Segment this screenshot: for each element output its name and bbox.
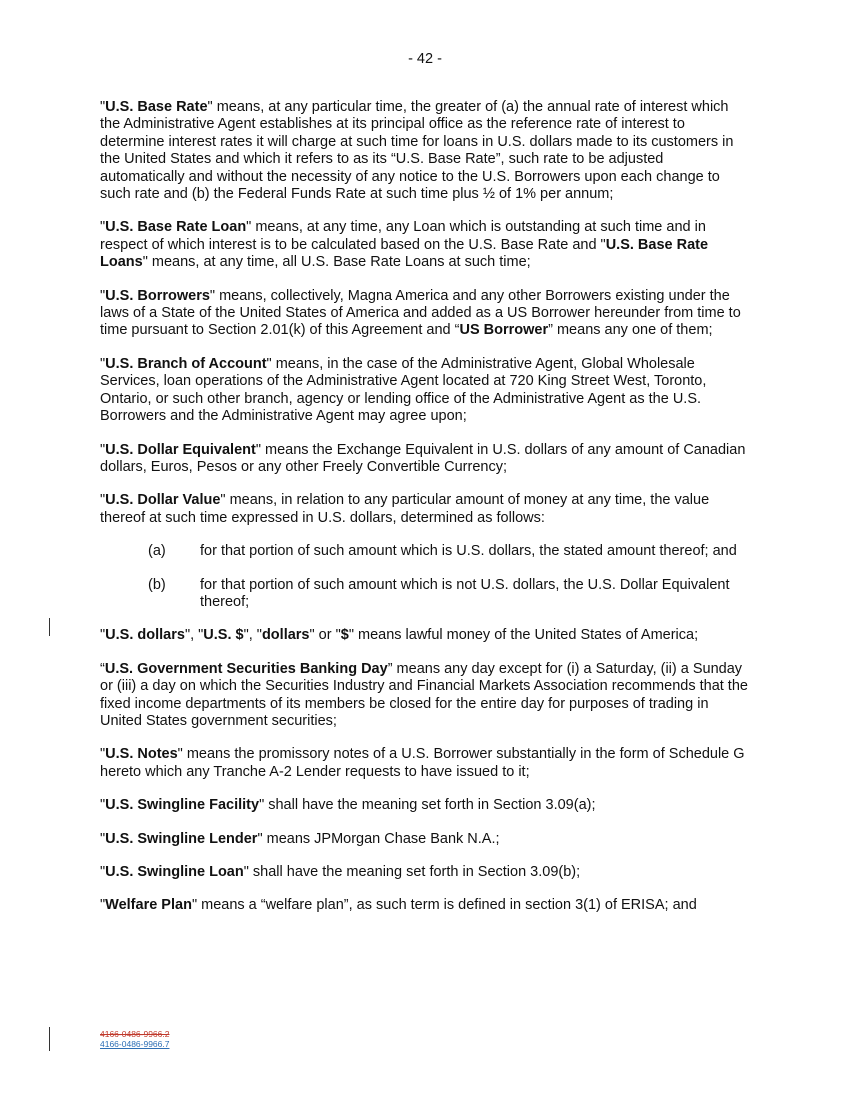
defined-term: U.S. $	[203, 627, 244, 644]
definition-text: ", "	[184, 627, 204, 644]
definition-text: " shall have the meaning set forth in Section 3.09(a);	[259, 797, 596, 814]
definition-us-borrowers	[100, 288, 750, 340]
definition-text: "	[100, 492, 106, 509]
page-number: - 42 -	[408, 51, 442, 67]
defined-term: U.S. Swingline Lender	[105, 830, 258, 847]
definition-text: " means, at any particular time, the greater of (a) the annual rate of interest which the Administrative Agent establishes at its principal office as the reference rate of interest to determine interest rates it will charge at such time for loans in U.S. dollars made to its customers in the United States and which it refers to as its “U.S. Base Rate”, such rate to be adjusted automatically and without the necessity of any notice to the U.S. Borrowers upon each change to such rate and (b) the Federal Funds Rate at such time plus ½ of 1% per annum;	[100, 99, 734, 203]
definition-text: “	[100, 660, 105, 677]
definition-us-dollar-equivalent	[100, 442, 750, 477]
definition-us-dollars	[100, 627, 750, 644]
definition-text: " means JPMorgan Chase Bank N.A.;	[257, 830, 500, 847]
sub-item-text: for that portion of such amount which is not U.S. dollars, the U.S. Dollar Equivalent thereof;	[200, 576, 730, 610]
definition-text: " means, in relation to any particular amount of money at any time, the value thereof at such time expressed in U.S. dollars, determined as follows:	[100, 492, 710, 526]
sub-items-list	[100, 543, 750, 611]
sub-item	[100, 577, 750, 612]
definition-text: " means, in the case of the Administrative Agent, Global Wholesale Services, loan operations of the Administrative Agent located at 720 King Street West, Toronto, Ontario, or such other branch, agency or lending office of the Administrative Agent as the U.S. Borrowers and the Administrative Agent may agree upon;	[100, 355, 707, 425]
definition-us-swingline-lender	[100, 831, 750, 848]
definition-text: "	[100, 219, 106, 236]
definition-text: "	[100, 830, 106, 847]
definition-text: "	[100, 441, 106, 458]
definition-us-notes	[100, 746, 750, 781]
defined-term: Welfare Plan	[105, 897, 192, 914]
definition-text: "	[100, 99, 106, 115]
document-footer	[100, 1029, 169, 1049]
definition-us-government-securities-banking-day	[100, 661, 750, 731]
definition-text: "	[100, 287, 106, 304]
definition-us-base-rate-loan	[100, 219, 750, 271]
footer-deleted-doc-id: 4166-0486-9966.2	[100, 1029, 170, 1039]
defined-term: U.S. Government Securities Banking Day	[104, 660, 388, 677]
defined-term: U.S. Base Rate Loans	[100, 236, 709, 271]
definition-text: " means, collectively, Magna America and any other Borrowers existing under the laws of a State of the United States of America and added as a US Borrower hereunder from time to time pursuant to Section 2.01(k) of this Agreement and “	[100, 287, 741, 339]
definition-text: " means, at any time, all U.S. Base Rate Loans at such time;	[142, 254, 531, 271]
definitions-list-continued	[100, 627, 750, 914]
definition-text: " shall have the meaning set forth in Section 3.09(b);	[243, 864, 581, 880]
definition-text: "	[100, 864, 106, 880]
sub-item	[100, 543, 750, 560]
definition-us-dollar-value	[100, 492, 750, 527]
sub-item-label: (a)	[148, 543, 166, 560]
definition-text: "	[100, 627, 106, 644]
definition-text: " means a “welfare plan”, as such term is defined in section 3(1) of ERISA; and	[191, 897, 697, 914]
definition-text: " means the Exchange Equivalent in U.S. dollars of any amount of Canadian dollars, Euros, Pesos or any other Freely Convertible Currency;	[100, 441, 746, 475]
document-body	[100, 99, 750, 931]
defined-term: U.S. Base Rate	[105, 99, 208, 115]
definition-text: ", "	[243, 627, 262, 644]
definition-text: "	[100, 746, 106, 763]
definition-text: " means lawful money of the United States of America;	[348, 627, 699, 644]
definition-text: "	[100, 797, 106, 814]
definition-text: " or "	[309, 627, 341, 644]
defined-term: $	[340, 627, 349, 644]
revision-change-bar	[49, 1027, 50, 1051]
definition-text: ” means any day except for (i) a Saturday, (ii) a Sunday or (iii) a day on which the Securities Industry and Financial Markets Association recommends that the fixed income departments of its members be closed for the entire day for purposes of trading in United States government securities;	[100, 660, 748, 729]
defined-term: U.S. Dollar Value	[105, 492, 221, 509]
defined-term: U.S. Swingline Loan	[105, 864, 244, 880]
defined-term: U.S. Swingline Facility	[105, 797, 260, 814]
defined-term: U.S. Base Rate Loan	[105, 219, 247, 236]
defined-term: U.S. Borrowers	[105, 287, 210, 304]
definition-text: " means, at any time, any Loan which is outstanding at such time and in respect of which interest is to be calculated based on the U.S. Base Rate and "	[100, 219, 706, 253]
defined-term: U.S. Notes	[105, 746, 178, 763]
definition-text: ” means any one of them;	[548, 322, 713, 339]
defined-term: U.S. dollars	[105, 627, 185, 644]
sub-item-label: (b)	[148, 576, 166, 593]
defined-term: U.S. Dollar Equivalent	[105, 441, 256, 458]
defined-term: US Borrower	[459, 322, 549, 339]
definition-welfare-plan	[100, 897, 750, 914]
footer-inserted-doc-id: 4166-0486-9966.7	[100, 1039, 170, 1049]
definition-us-base-rate	[100, 99, 750, 203]
definition-us-swingline-facility	[100, 797, 750, 814]
definition-us-swingline-loan	[100, 864, 750, 881]
defined-term: dollars	[261, 627, 310, 644]
definitions-list	[100, 99, 750, 527]
revision-change-bar	[49, 618, 50, 636]
definition-text: "	[100, 897, 106, 914]
defined-term: U.S. Branch of Account	[105, 355, 267, 372]
definition-us-branch-of-account	[100, 356, 750, 426]
definition-text: "	[100, 355, 106, 372]
definition-text: " means the promissory notes of a U.S. Borrower substantially in the form of Schedule G hereto which any Tranche A-2 Lender requests to have issued to it;	[100, 746, 745, 780]
sub-item-text: for that portion of such amount which is U.S. dollars, the stated amount thereof; and	[200, 543, 737, 560]
